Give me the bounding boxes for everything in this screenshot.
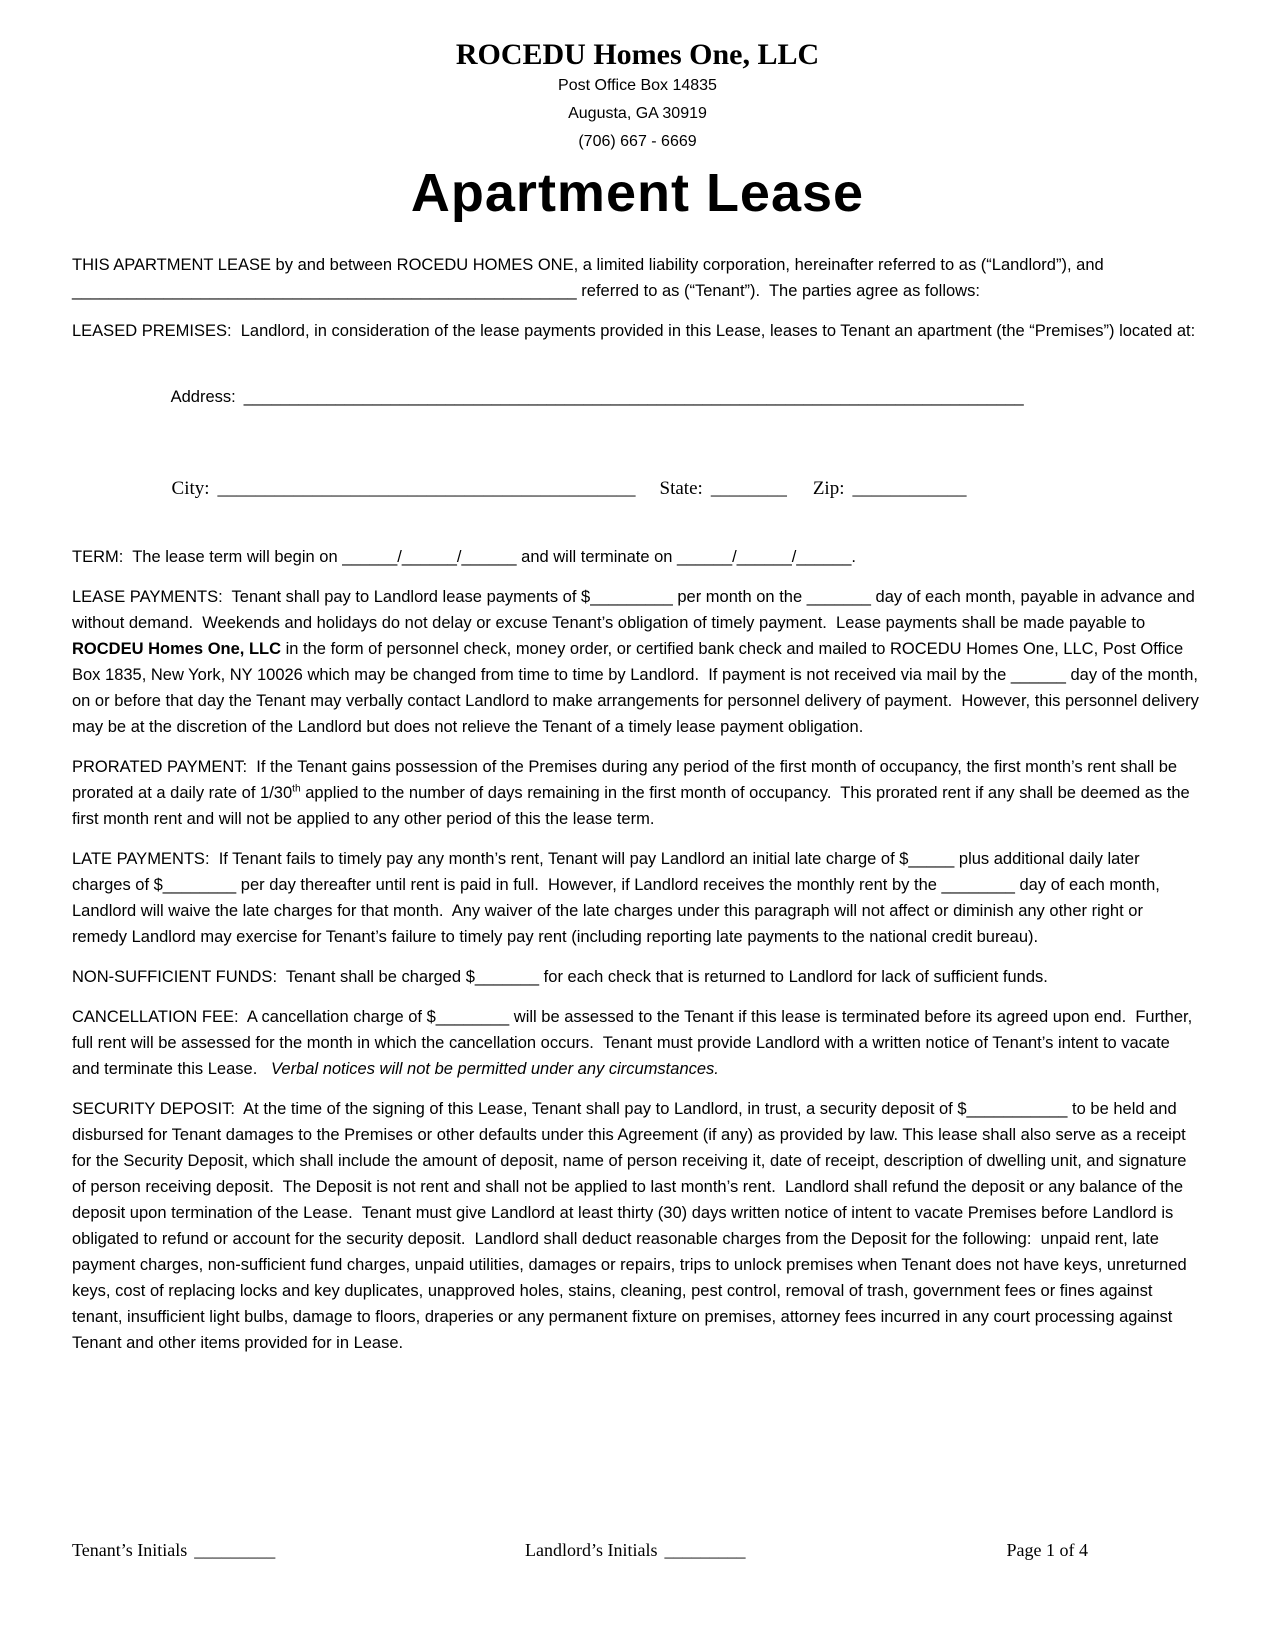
landlord-initials: [525, 1540, 745, 1561]
paragraph-leased-premises: LEASED PREMISES: Landlord, in consideration of the lease payments provided in this Lease, leases to Tenant an apartment (the “Premises”) located at:: [72, 322, 1196, 340]
paragraph-security-deposit: SECURITY DEPOSIT: At the time of the signing of this Lease, Tenant shall pay to Landlord, in trust, a security deposit of $___________ to be held and disbursed for Tenant damages to the Premises or other defaults under this Agreement (if any) as provided by law. This lease shall also serve as a receipt for the Security Deposit, which shall include the amount of deposit, name of person receiving it, date of receipt, description of dwelling unit, and signature of person receiving deposit. The Deposit is not rent and shall not be applied to last month’s rent. Landlord shall refund the deposit or any balance of the deposit upon termination of the Lease. Tenant must give Landlord at least thirty (30) days written notice of intent to vacate Premises before Landlord is obligated to refund or account for the security deposit. Landlord shall deduct reasonable charges from the Deposit for the following: unpaid rent, late payment charges, non-sufficient fund charges, unpaid utilities, damages or repairs, trips to unlock premises when Tenant does not have keys, unreturned keys, cost of replacing locks and key duplicates, unapproved holes, stains, cleaning, pest control, removal of trash, government fees or fines against tenant, insufficient light bulbs, damage to floors, draperies or any permanent fixture on premises, attorney fees incurred in any court processing against Tenant and other items provided for in Lease.: [72, 1100, 1192, 1352]
tenant-initials-label: Tenant’s Initials: [72, 1540, 188, 1560]
city-blank-line: ____________________________________________: [217, 478, 636, 499]
document-title: Apartment Lease: [410, 163, 865, 223]
paragraph-late-payments: LATE PAYMENTS: If Tenant fails to timely pay any month’s rent, Tenant will pay Landlord an initial late charge of $_____ plus additional daily later charges of $________ per day thereafter until rent is paid in full. However, if Landlord receives the monthly rent by the ________ day of each month, Landlord will waive the late charges for that month. Any waiver of the late charges under this paragraph will not affect or diminish any other right or remedy Landlord may exercise for Tenant’s failure to timely pay rent (including reporting late payments to the national credit bureau).: [72, 850, 1165, 946]
address-blank-line: _____________________________________________________________________________________: [243, 388, 1024, 406]
landlord-initials-label: Landlord’s Initials: [525, 1540, 658, 1560]
document-body: [0, 252, 1275, 1356]
tenant-initials: [72, 1540, 275, 1561]
city-state-zip-row: [72, 450, 1200, 528]
address-label: Address:: [170, 388, 236, 406]
address-row: [72, 358, 1200, 436]
page-number: Page 1 of 4: [1006, 1540, 1088, 1560]
company-name: ROCEDU Homes One, LLC: [455, 38, 820, 71]
paragraph-cancellation-fee: CANCELLATION FEE: A cancellation charge of $________ will be assessed to the Tenant if this lease is terminated before its agreed upon end. Further, full rent will be assessed for the month in which the cancellation occurs. Tenant must provide Landlord with a written notice of Tenant’s intent to vacate and terminate this Lease. Verbal notices will not be permitted under any circumstances.: [72, 1008, 1197, 1078]
paragraph-non-sufficient-funds: NON-SUFFICIENT FUNDS: Tenant shall be charged $_______ for each check that is returned to Landlord for lack of sufficient funds.: [72, 968, 1048, 986]
company-phone: (706) 667 - 6669: [578, 133, 697, 150]
state-blank-line: ________: [710, 478, 787, 499]
paragraph-lease-payments: LEASE PAYMENTS: Tenant shall pay to Landlord lease payments of $_________ per month on the _______ day of each month, payable in advance and without demand. Weekends and holidays do not delay or excuse Tenant’s obligation of timely payment. Lease payments shall be made payable to ROCDEU Homes One, LLC in the form of personnel check, money order, or certified bank check and mailed to ROCEDU Homes One, LLC, Post Office Box 1835, New York, NY 10026 which may be changed from time to time by Landlord. If payment is not received via mail by the ______ day of the month, on or before that day the Tenant may verbally contact Landlord to make arrangements for personnel delivery of payment. However, this personnel delivery may be at the discretion of the Landlord but does not relieve the Tenant of a timely lease payment obligation.: [72, 588, 1204, 736]
paragraph-prorated-payment: PRORATED PAYMENT: If the Tenant gains possession of the Premises during any period of the first month of occupancy, the first month’s rent shall be prorated at a daily rate of 1/30th applied to the number of days remaining in the first month of occupancy. This prorated rent if any shall be deemed as the first month rent and will not be applied to any other period of this the lease term.: [72, 758, 1195, 828]
document-header: [0, 0, 1275, 156]
paragraph-intro: THIS APARTMENT LEASE by and between ROCEDU HOMES ONE, a limited liability corporation, hereinafter referred to as (“Landlord”), and _______________________________________________________ referred to as (“Tenant”). The parties agree as follows:: [72, 256, 1109, 300]
state-label: State:: [659, 478, 703, 499]
zip-label: Zip:: [812, 478, 845, 499]
page-footer: [0, 1540, 1275, 1645]
zip-blank-line: ____________: [852, 478, 967, 499]
paragraph-term: TERM: The lease term will begin on ______/______/______ and will terminate on ______/______/______.: [72, 548, 856, 566]
city-label: City:: [171, 478, 210, 499]
company-po-box: Post Office Box 14835: [558, 77, 717, 94]
tenant-initials-blank-line: _________: [194, 1540, 276, 1560]
landlord-initials-blank-line: _________: [664, 1540, 746, 1560]
company-city-state-zip: Augusta, GA 30919: [568, 105, 707, 122]
